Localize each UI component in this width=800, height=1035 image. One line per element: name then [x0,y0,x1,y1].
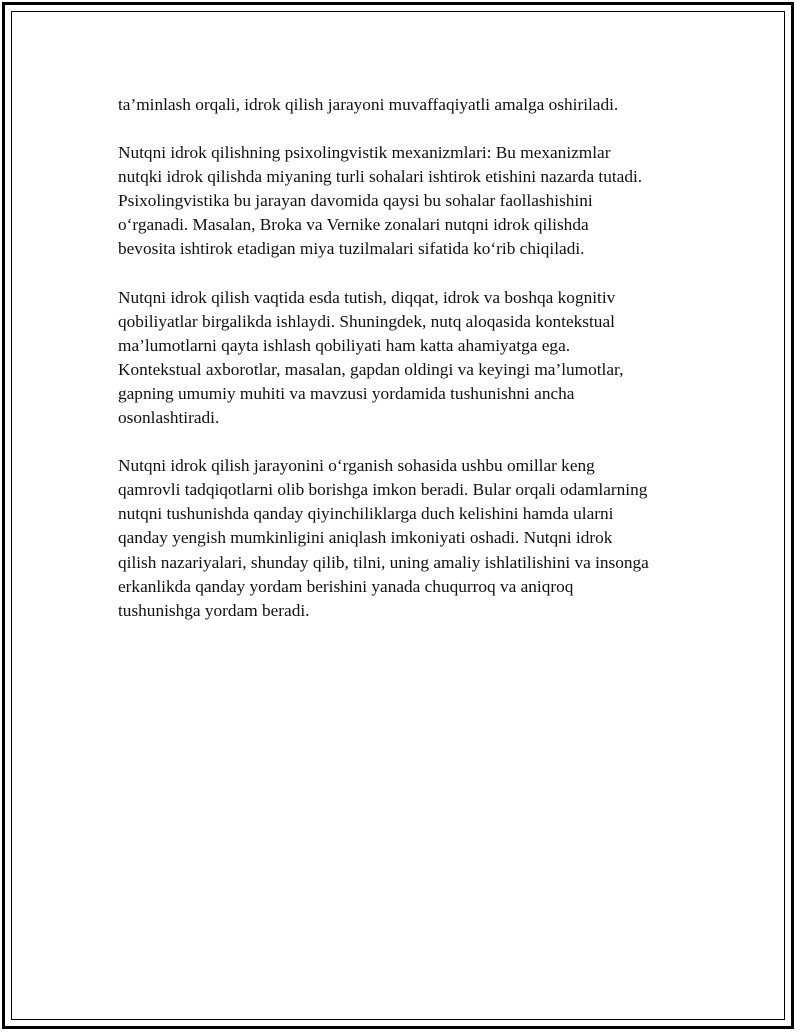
paragraph-2: Nutqni idrok qilishning psixolingvistik mexanizmlari: Bu mexanizmlar nutqki idrok qilishda miyaning turli sohalari ishtirok etishini nazarda tutadi. Psixolingvistika bu jarayan davomida qaysi bu sohalar faollashishini o‘rganadi. Masalan, Broka va Vernike zonalari nutqni idrok qilishda bevosita ishtirok etadigan miya tuzilmalari sifatida ko‘rib chiqiladi. [118,143,643,259]
paragraph-3: Nutqni idrok qilish vaqtida esda tutish, diqqat, idrok va boshqa kognitiv qobiliyatlar birgalikda ishlaydi. Shuningdek, nutq aloqasida kontekstual ma’lumotlarni qayta ishlash qobiliyati ham katta ahamiyatga ega. Kontekstual axborotlar, masalan, gapdan oldingi va keyingi ma’lumotlar, gapning umumiy muhiti va mavzusi yordamida tushunishni ancha osonlashtiradi. [118,287,624,428]
paragraph-4: Nutqni idrok qilish jarayonini o‘rganish sohasida ushbu omillar keng qamrovli tadqiqotlarni olib borishga imkon beradi. Bular orqali odamlarning nutqni tushunishda qanday qiyinchiliklarga duch kelishini hamda ularni qanday yengish mumkinligini aniqlash imkoniyati oshadi. Nutqni idrok qilish nazariyalari, shunday qilib, tilni, uning amaliy ishlatilishini va insonga erkanlikda qanday yordam berishini yanada chuqurroq va aniqroq tushunishga yordam beradi. [118,456,649,620]
paragraph-1: ta’minlash orqali, idrok qilish jarayoni muvaffaqiyatli amalga oshiriladi. [118,95,619,114]
document-body [118,93,688,647]
